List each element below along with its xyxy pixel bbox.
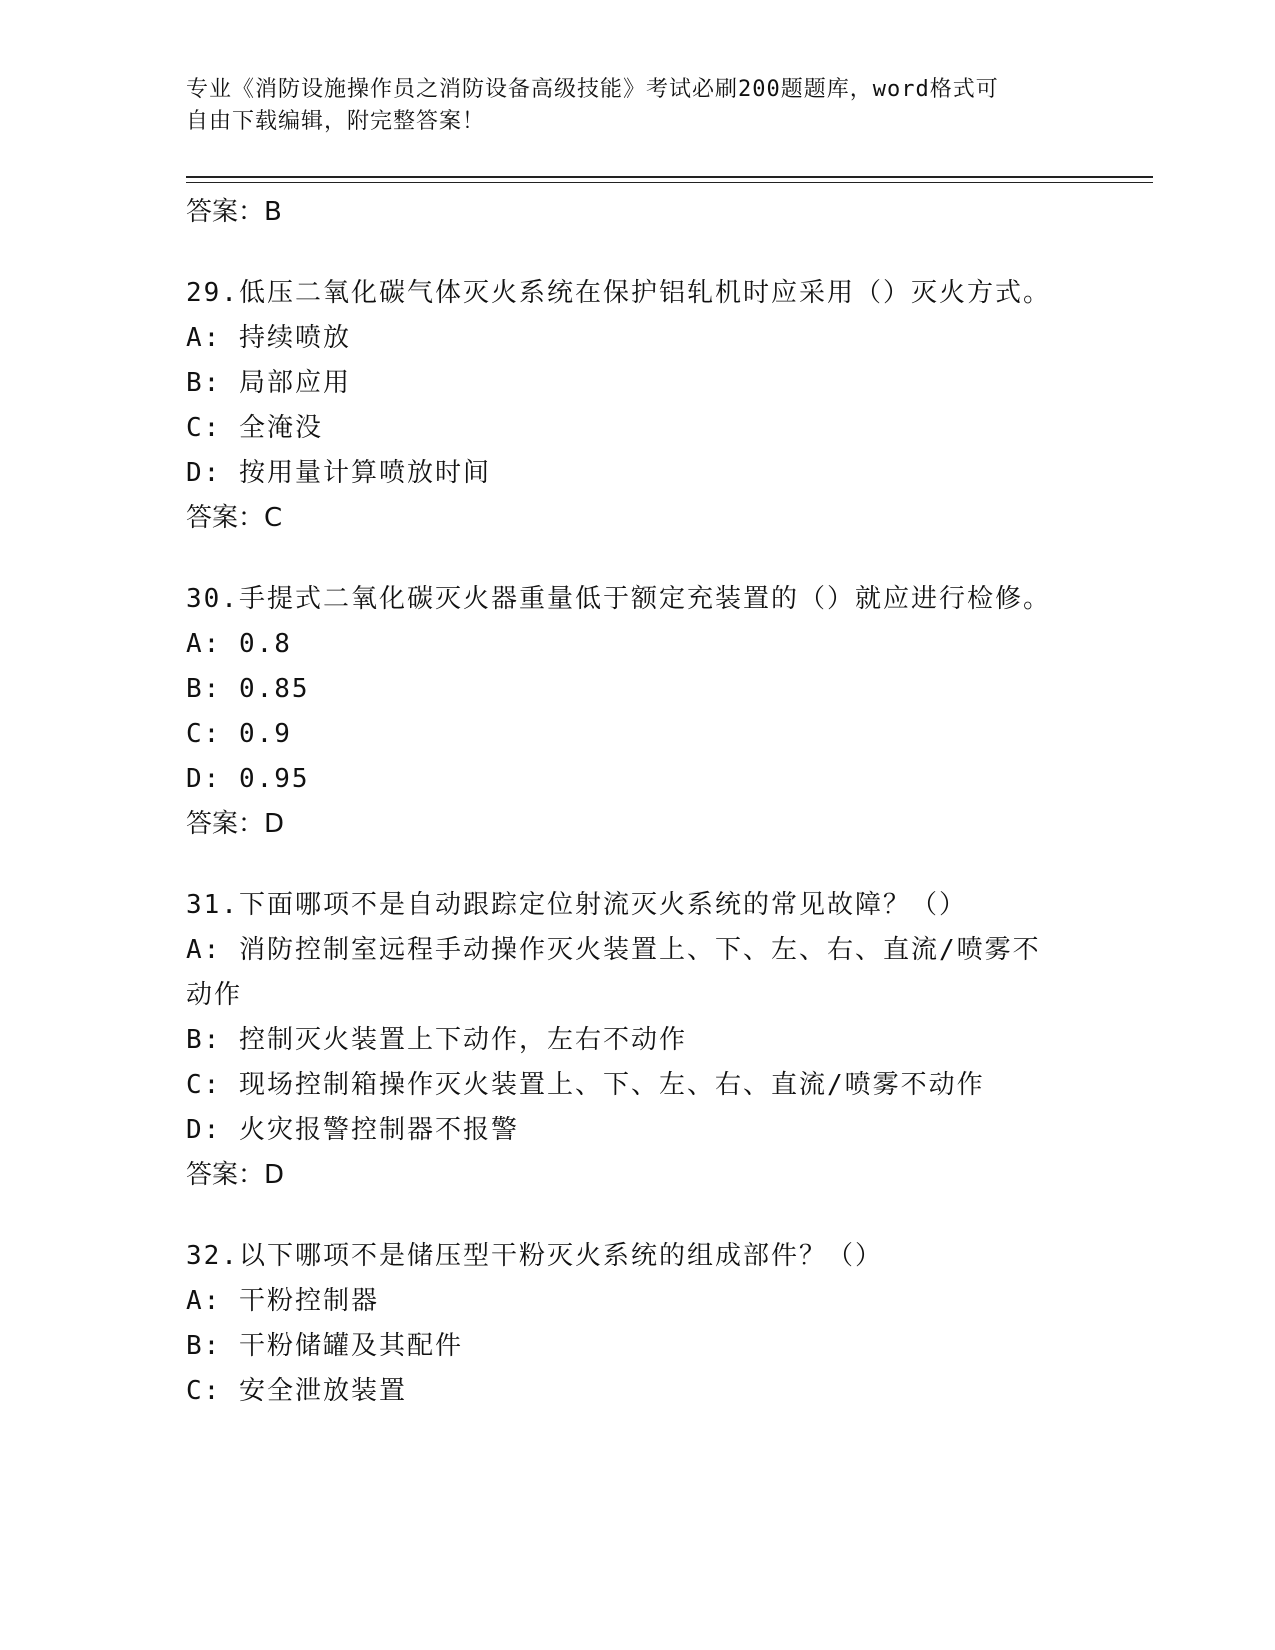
option-a (186, 622, 1066, 667)
option-text: 持续喷放 (238, 323, 351, 353)
header-line-2: 自由下载编辑，附完整答案！ (186, 109, 486, 134)
option-text: 0.9 (238, 719, 292, 749)
option-text: 干粉储罐及其配件 (238, 1331, 463, 1361)
option-key: D: (186, 458, 222, 488)
option-text: 消防控制室远程手动操作灭火装置上、下、左、右、直流/喷雾不动作 (186, 935, 1041, 1010)
option-c (186, 406, 1066, 451)
option-key: A: (186, 629, 222, 659)
option-c (186, 1369, 1066, 1414)
option-text: 0.85 (238, 674, 310, 704)
option-key: C: (186, 413, 222, 443)
option-key: B: (186, 368, 222, 398)
document-header (186, 74, 1066, 138)
option-key: D: (186, 764, 222, 794)
option-text: 干粉控制器 (238, 1286, 379, 1316)
question-block (186, 577, 1066, 847)
answer-line: 答案：B (186, 197, 282, 227)
option-key: A: (186, 935, 222, 965)
option-a (186, 316, 1066, 361)
option-text: 火灾报警控制器不报警 (238, 1115, 519, 1145)
answer-line: 答案：C (186, 503, 283, 533)
option-d (186, 757, 1066, 802)
option-key: B: (186, 674, 222, 704)
answer-line: 答案：D (186, 809, 285, 839)
option-text: 按用量计算喷放时间 (238, 458, 491, 488)
document-body (186, 190, 1066, 1414)
option-b (186, 1324, 1066, 1369)
option-b (186, 667, 1066, 712)
question-block (186, 271, 1066, 541)
option-b (186, 361, 1066, 406)
header-divider-thin (186, 182, 1153, 183)
option-key: A: (186, 1286, 222, 1316)
question-text: 32.以下哪项不是储压型干粉灭火系统的组成部件？（） (186, 1241, 883, 1271)
question-block (186, 883, 1066, 1198)
question-text: 31.下面哪项不是自动跟踪定位射流灭火系统的常见故障？（） (186, 890, 967, 920)
option-key: B: (186, 1331, 222, 1361)
option-c (186, 712, 1066, 757)
option-b (186, 1018, 1066, 1063)
option-key: A: (186, 323, 222, 353)
option-text: 控制灭火装置上下动作，左右不动作 (238, 1025, 687, 1055)
question-text: 30.手提式二氧化碳灭火器重量低于额定充装置的（）就应进行检修。 (186, 584, 1051, 614)
option-d (186, 1108, 1066, 1153)
option-key: B: (186, 1025, 222, 1055)
option-key: C: (186, 1376, 222, 1406)
option-text: 0.95 (238, 764, 310, 794)
question-block (186, 1234, 1066, 1414)
option-key: D: (186, 1115, 222, 1145)
option-key: C: (186, 719, 222, 749)
option-text: 全淹没 (238, 413, 323, 443)
option-a (186, 1279, 1066, 1324)
option-text: 0.8 (238, 629, 292, 659)
header-divider-thick (186, 176, 1153, 178)
option-c (186, 1063, 1066, 1108)
option-text: 现场控制箱操作灭火装置上、下、左、右、直流/喷雾不动作 (238, 1070, 985, 1100)
option-key: C: (186, 1070, 222, 1100)
option-d (186, 451, 1066, 496)
answer-line: 答案：D (186, 1160, 285, 1190)
header-line-1: 专业《消防设施操作员之消防设备高级技能》考试必刷200题题库，word格式可 (186, 77, 999, 102)
option-a (186, 928, 1066, 1018)
option-text: 安全泄放装置 (238, 1376, 407, 1406)
option-text: 局部应用 (238, 368, 351, 398)
question-text: 29.低压二氧化碳气体灭火系统在保护铝轧机时应采用（）灭火方式。 (186, 278, 1051, 308)
